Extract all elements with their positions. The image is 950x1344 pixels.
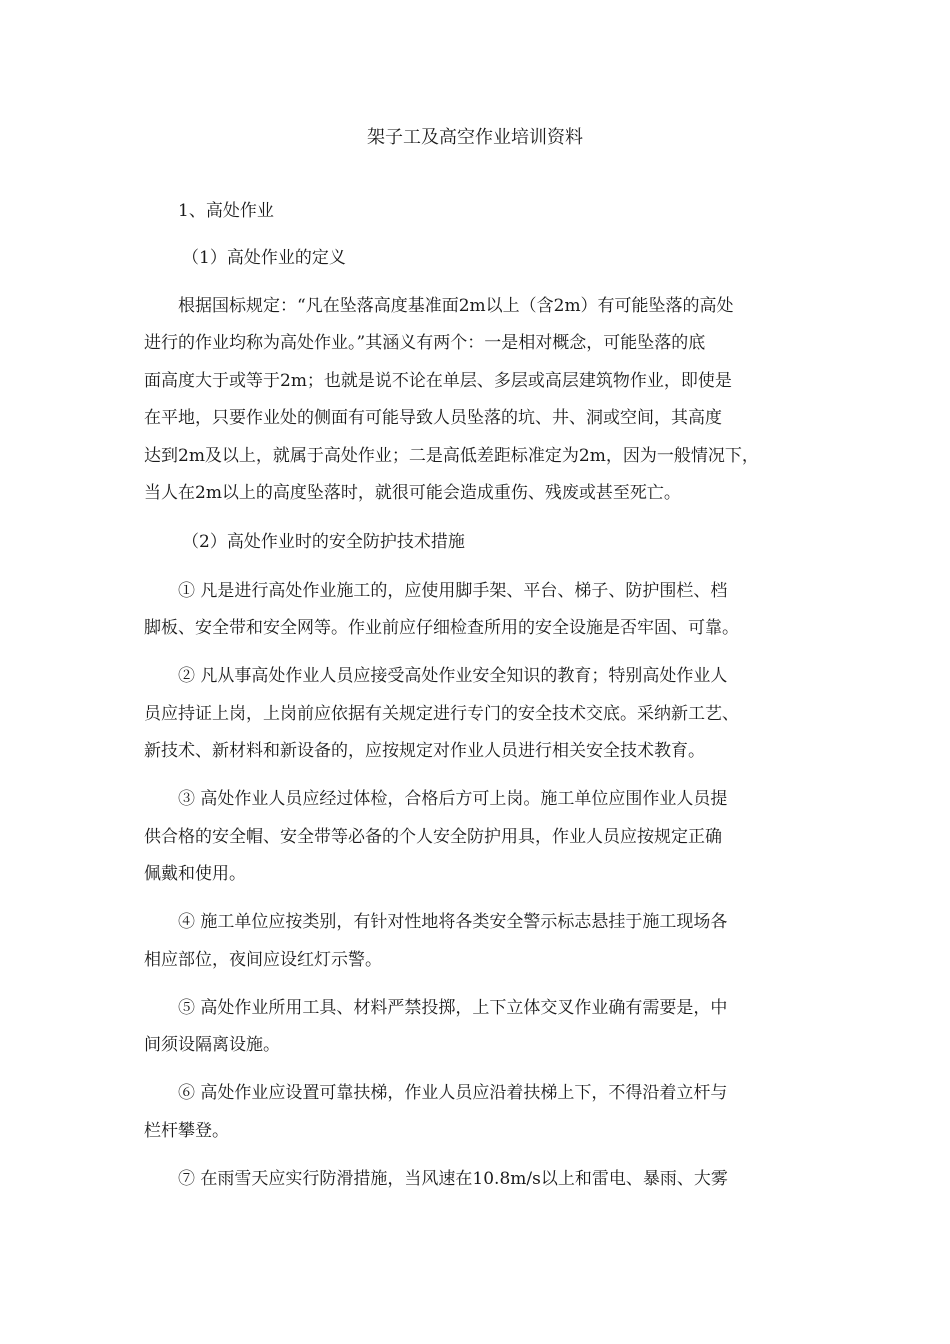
list-item-line: ② 凡从事高处作业人员应接受高处作业安全知识的教育；特别高处作业人 — [178, 666, 728, 686]
list-item-line: ③ 高处作业人员应经过体检，合格后方可上岗。施工单位应围作业人员提 — [178, 789, 728, 809]
list-item-line: ① 凡是进行高处作业施工的，应使用脚手架、平台、梯子、防护围栏、档 — [178, 581, 728, 601]
paragraph-line: 进行的作业均称为高处作业。”其涵义有两个：一是相对概念，可能坠落的底 — [144, 333, 706, 353]
paragraph-line: 达到2m及以上，就属于高处作业；二是高低差距标准定为2m，因为一般情况下， — [144, 446, 759, 466]
list-item-line: 供合格的安全帽、安全带等必备的个人安全防护用具，作业人员应按规定正确 — [144, 827, 722, 847]
list-item-line: ④ 施工单位应按类别，有针对性地将各类安全警示标志悬挂于施工现场各 — [178, 912, 728, 932]
list-item-line: 间须设隔离设施。 — [144, 1035, 280, 1055]
paragraph-line: 当人在2m以上的高度坠落时，就很可能会造成重伤、残废或甚至死亡。 — [144, 483, 681, 503]
paragraph-line: 在平地，只要作业处的侧面有可能导致人员坠落的坑、井、洞或空间，其高度 — [144, 408, 722, 428]
list-item-line: 脚板、安全带和安全网等。作业前应仔细检查所用的安全设施是否牢固、可靠。 — [144, 618, 739, 638]
list-item-line: 佩戴和使用。 — [144, 864, 246, 884]
list-item-line: ⑥ 高处作业应设置可靠扶梯，作业人员应沿着扶梯上下，不得沿着立杆与 — [178, 1083, 728, 1103]
list-item-line: ⑦ 在雨雪天应实行防滑措施，当风速在10.8m/s以上和雷电、暴雨、大雾 — [178, 1169, 728, 1189]
list-item-line: 栏杆攀登。 — [144, 1121, 229, 1141]
paragraph-line: 面高度大于或等于2m；也就是说不论在单层、多层或高层建筑物作业，即使是 — [144, 371, 732, 391]
list-item-line: 员应持证上岗，上岗前应依据有关规定进行专门的安全技术交底。采纳新工艺、 — [144, 704, 739, 724]
subsection-heading: （1）高处作业的定义 — [182, 248, 346, 268]
document-title: 架子工及高空作业培训资料 — [367, 127, 583, 148]
list-item-line: ⑤ 高处作业所用工具、材料严禁投掷，上下立体交叉作业确有需要是，中 — [178, 998, 728, 1018]
subsection-heading: （2）高处作业时的安全防护技术措施 — [182, 532, 465, 552]
list-item-line: 新技术、新材料和新设备的，应按规定对作业人员进行相关安全技术教育。 — [144, 741, 705, 761]
paragraph-line: 根据国标规定：“凡在坠落高度基准面2m以上（含2m）有可能坠落的高处 — [178, 296, 734, 316]
list-item-line: 相应部位，夜间应设红灯示警。 — [144, 950, 382, 970]
section-heading: 1、高处作业 — [178, 201, 274, 221]
